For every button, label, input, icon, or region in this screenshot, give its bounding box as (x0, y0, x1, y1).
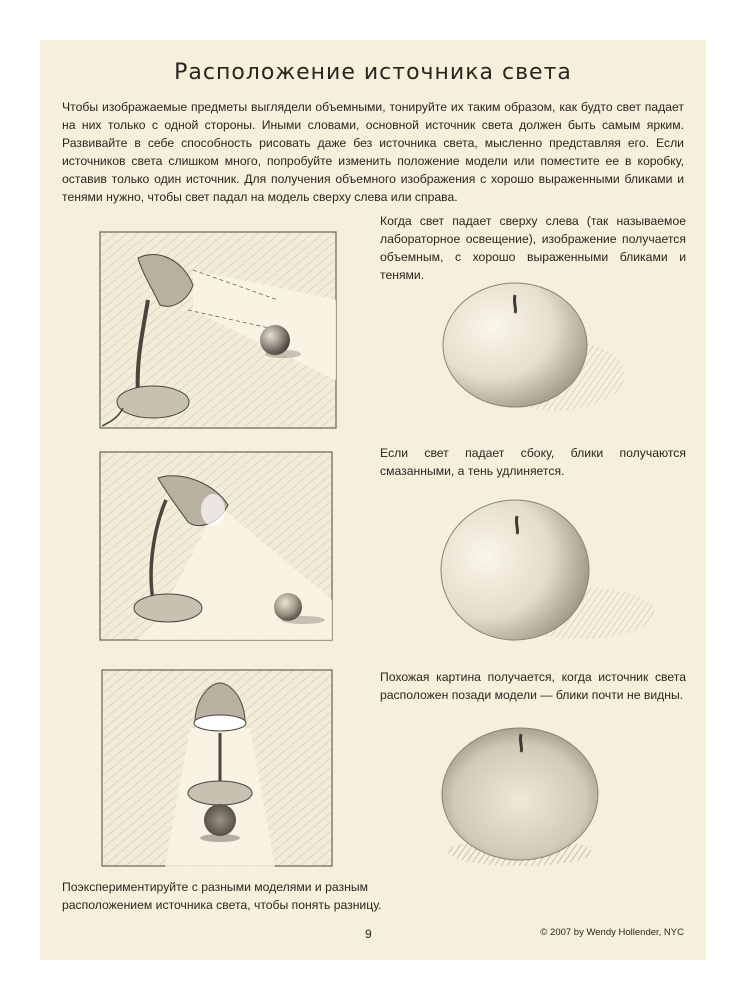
caption-side-light: Если свет падает сбоку, блики получаются смазанными, а тень удлиняется. (380, 446, 686, 478)
caption-experiment: Поэкспериментируйте с разными моделями и разным расположением источника света, чтобы понять разницу. (62, 880, 382, 912)
apple-sketch-side-light (435, 488, 655, 656)
apple-sketch-back-light (425, 712, 625, 872)
lamp-sketch-back-light (100, 668, 336, 868)
caption-back-light: Похожая картина получается, когда источник света расположен позади модели — блики почти не видны. (380, 670, 686, 702)
page-title: Расположение источника света (174, 60, 572, 85)
page-number: 9 (365, 927, 372, 941)
caption-top-left-light: Когда свет падает сверху слева (так называемое лабораторное освещение), изображение получается объемным, с хорошо выраженными бликами и тенями. (380, 214, 686, 282)
lamp-sketch-side-light (98, 450, 336, 642)
apple-sketch-top-left-light (435, 275, 635, 435)
lamp-sketch-top-left-light (98, 230, 340, 430)
copyright-notice: © 2007 by Wendy Hollender, NYC (540, 927, 684, 938)
book-page (40, 40, 706, 960)
intro-paragraph: Чтобы изображаемые предметы выглядели объемными, тонируйте их таким образом, как будто свет падает на них только с одной стороны. Иными словами, основной источник света должен быть самым ярким. Развивайте в себе способность рисовать даже без источника света, мысленно представляя его. Если источников света слишком много, попробуйте изменить положение модели или поместите ее в коробку, оставив только один источник. Для получения объемного изображения с хорошо выраженными бликами и тенями нужно, чтобы свет падал на модель сверху слева или справа. (62, 100, 684, 204)
